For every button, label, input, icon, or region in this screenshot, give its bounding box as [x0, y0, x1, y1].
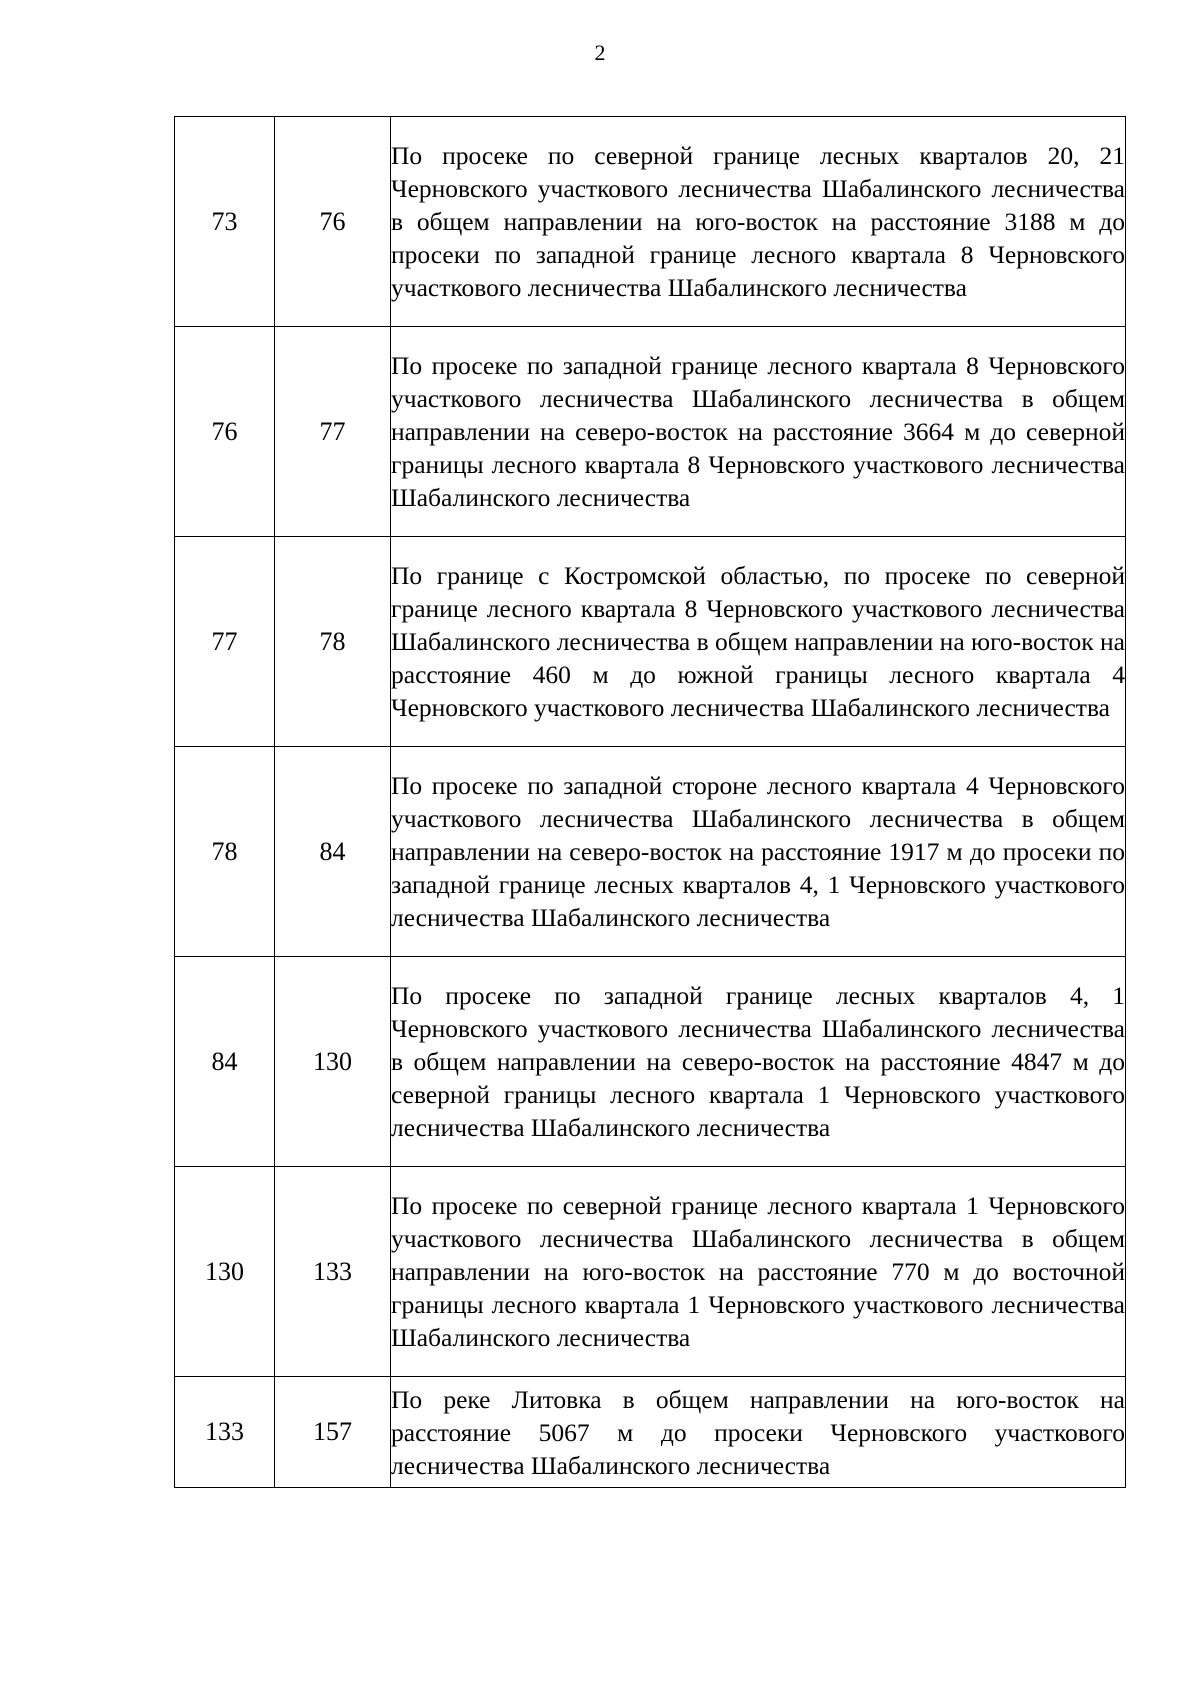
table-row: [175, 747, 1126, 957]
from-point-cell: 78: [175, 747, 275, 957]
from-point-cell: 73: [175, 117, 275, 327]
to-point-cell: 130: [275, 957, 391, 1167]
to-point-cell: 76: [275, 117, 391, 327]
description-cell: По границе с Костромской областью, по просеке по северной границе лесного квартала 8 Черновского участкового лесничества Шабалинского лесничества в общем направлении на юго-восток на расстояние 460 м до южной границы лесного квартала 4 Черновского участкового лесничества Шабалинского лесничества: [391, 537, 1126, 747]
table-row: [175, 327, 1126, 537]
table-row: [175, 1377, 1126, 1488]
table-row: [175, 1167, 1126, 1377]
table-row: [175, 117, 1126, 327]
from-point-cell: 84: [175, 957, 275, 1167]
table-row: [175, 537, 1126, 747]
from-point-cell: 133: [175, 1377, 275, 1488]
to-point-cell: 157: [275, 1377, 391, 1488]
to-point-cell: 77: [275, 327, 391, 537]
description-cell: По просеке по западной стороне лесного квартала 4 Черновского участкового лесничества Шабалинского лесничества в общем направлении на северо-восток на расстояние 1917 м до просеки по западной границе лесных кварталов 4, 1 Черновского участкового лесничества Шабалинского лесничества: [391, 747, 1126, 957]
description-cell: По просеке по западной границе лесного квартала 8 Черновского участкового лесничества Шабалинского лесничества в общем направлении на северо-восток на расстояние 3664 м до северной границы лесного квартала 8 Черновского участкового лесничества Шабалинского лесничества: [391, 327, 1126, 537]
description-cell: По просеке по западной границе лесных кварталов 4, 1 Черновского участкового лесничества Шабалинского лесничества в общем направлении на северо-восток на расстояние 4847 м до северной границы лесного квартала 1 Черновского участкового лесничества Шабалинского лесничества: [391, 957, 1126, 1167]
description-cell: По просеке по северной границе лесного квартала 1 Черновского участкового лесничества Шабалинского лесничества в общем направлении на юго-восток на расстояние 770 м до восточной границы лесного квартала 1 Черновского участкового лесничества Шабалинского лесничества: [391, 1167, 1126, 1377]
from-point-cell: 76: [175, 327, 275, 537]
from-point-cell: 130: [175, 1167, 275, 1377]
to-point-cell: 84: [275, 747, 391, 957]
boundary-description-table: [174, 116, 1126, 1488]
to-point-cell: 78: [275, 537, 391, 747]
description-cell: По просеке по северной границе лесных кварталов 20, 21 Черновского участкового лесничества Шабалинского лесничества в общем направлении на юго-восток на расстояние 3188 м до просеки по западной границе лесного квартала 8 Черновского участкового лесничества Шабалинского лесничества: [391, 117, 1126, 327]
to-point-cell: 133: [275, 1167, 391, 1377]
page-number: 2: [594, 40, 606, 65]
from-point-cell: 77: [175, 537, 275, 747]
table-row: [175, 957, 1126, 1167]
description-cell: По реке Литовка в общем направлении на юго-восток на расстояние 5067 м до просеки Черновского участкового лесничества Шабалинского лесничества: [391, 1377, 1126, 1488]
